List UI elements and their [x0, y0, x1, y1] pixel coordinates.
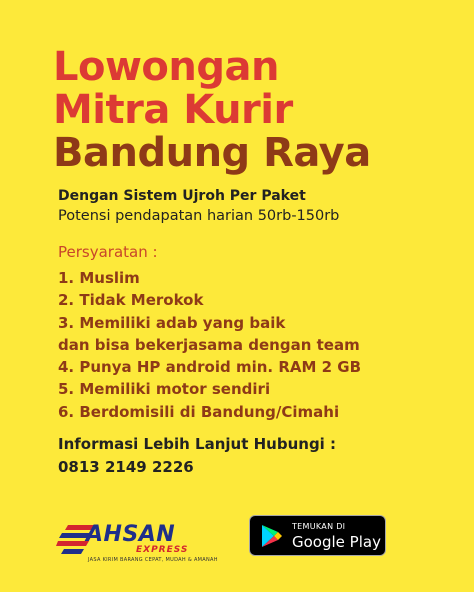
logo-tagline: JASA KIRIM BARANG CEPAT, MUDAH & AMANAH: [88, 557, 218, 563]
google-play-label: Google Play: [292, 533, 381, 551]
requirement-item: 5. Memiliki motor sendiri: [58, 380, 271, 399]
requirement-item: 1. Muslim: [58, 269, 140, 287]
requirement-item: 6. Berdomisili di Bandung/Cimahi: [58, 402, 340, 421]
requirement-item: 4. Punya HP android min. RAM 2 GB: [58, 358, 362, 377]
requirement-item: dan bisa bekerjasama dengan team: [58, 335, 360, 354]
requirement-item: 3. Memiliki adab yang baik: [58, 313, 286, 332]
subtitle-line-2: Potensi pendapatan harian 50rb-150rb: [58, 208, 340, 224]
subtitle: [58, 186, 339, 226]
headline-line-2: Mitra Kurir: [53, 87, 293, 133]
contact-label: Informasi Lebih Lanjut Hubungi :: [58, 435, 337, 453]
headline-line-3: Bandung Raya: [53, 130, 371, 176]
google-play-badge[interactable]: [249, 515, 386, 556]
logo-name: AHSAN: [86, 522, 176, 547]
contact-info: [58, 433, 336, 479]
ahsan-express-logo: [56, 518, 226, 568]
subtitle-line-1: Dengan Sistem Ujroh Per Paket: [58, 188, 306, 204]
requirement-item: 2. Tidak Merokok: [58, 291, 204, 310]
contact-phone[interactable]: 0813 2149 2226: [58, 458, 194, 476]
logo-sub: EXPRESS: [136, 545, 189, 555]
google-play-small-label: TEMUKAN DI: [292, 522, 346, 531]
headline: [53, 46, 371, 175]
headline-line-1: Lowongan: [53, 44, 279, 90]
requirements-list: [58, 267, 361, 423]
requirements-title: Persyaratan :: [58, 243, 158, 261]
google-play-icon: [261, 524, 283, 548]
